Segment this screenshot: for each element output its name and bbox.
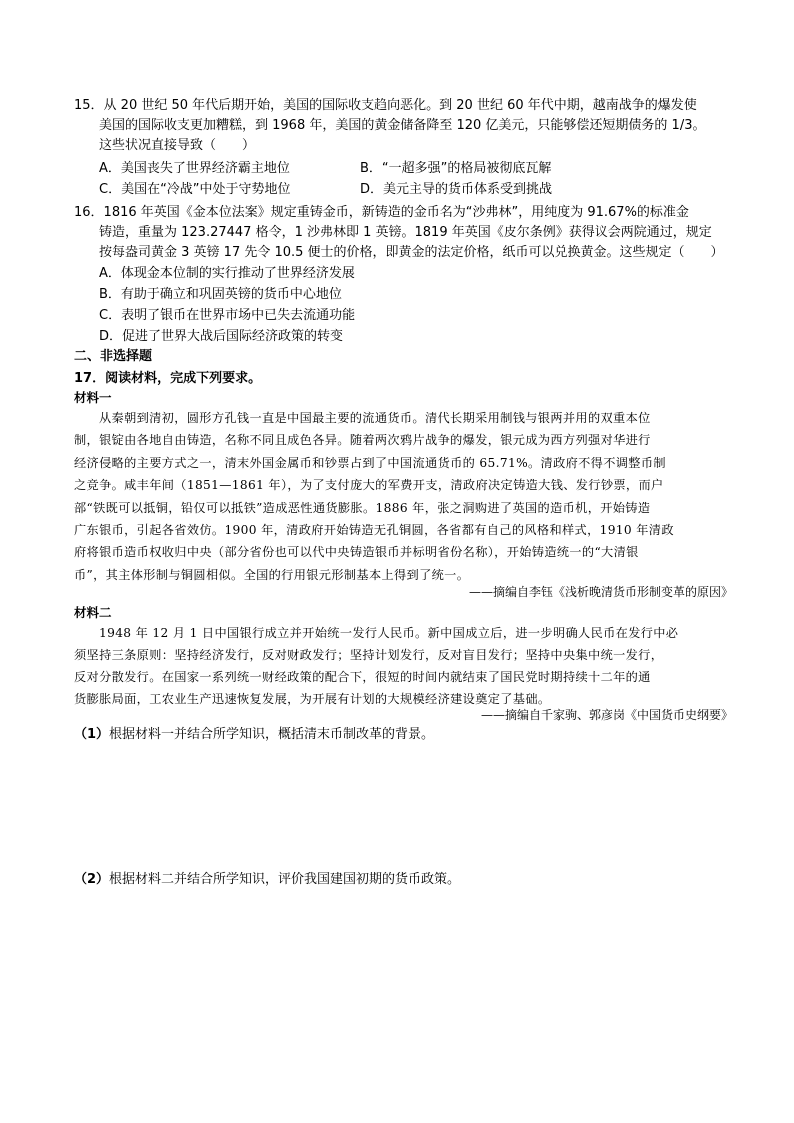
q16-line-3: 按每盎司黄金 3 英镑 17 先令 10.5 便士的价格，即黄金的法定价格，纸币可以兑换黄金。这些规定（ ） (99, 245, 724, 260)
q15-option-b[interactable]: B．“一超多强”的格局被彻底瓦解 (360, 161, 552, 176)
q15-line-2: 美国的国际收支更加糟糕，到 1968 年，美国的黄金储备降至 120 亿美元，只能够偿还短期债务的 1/3。 (99, 118, 706, 133)
q15-line-3: 这些状况直接导致（ ） (99, 138, 256, 153)
q17-sub-1 (74, 725, 434, 744)
material-1-line-5: 部“铁既可以抵铜，铅仅可以抵铁”造成恶性通货膨胀。1886 年，张之洞购进了英国的造币机，开始铸造 (74, 501, 651, 515)
q16-line-2: 铸造，重量为 123.27447 格令，1 沙弗林即 1 英镑。1819 年英国《皮尔条例》获得议会两院通过，规定 (99, 225, 712, 240)
q16-option-b[interactable]: B．有助于确立和巩固英镑的货币中心地位 (99, 287, 342, 302)
q15-option-a[interactable]: A．美国丧失了世界经济霸主地位 (99, 161, 290, 176)
q15-line-1: 15．从 20 世纪 50 年代后期开始，美国的国际收支趋向恶化。到 20 世纪 60 年代中期，越南战争的爆发使 (74, 98, 697, 113)
q17-sub-1-number: （1） (74, 727, 110, 742)
q16-line-1: 16．1816 年英国《金本位法案》规定重铸金币，新铸造的金币名为“沙弗林”，用纯度为 91.67%的标准金 (74, 205, 689, 220)
material-1-line-1: 从秦朝到清初，圆形方孔钱一直是中国最主要的流通货币。清代长期采用制钱与银两并用的双重本位 (99, 411, 651, 425)
section-title: 二、非选择题 (74, 349, 153, 364)
material-2-line-2: 须坚持三条原则：坚持经济发行，反对财政发行；坚持计划发行，反对盲目发行；坚持中央集中统一发行， (74, 648, 664, 662)
q15-option-c[interactable]: C．美国在“冷战”中处于守势地位 (99, 182, 291, 197)
material-2-line-4: 货膨胀局面，工农业生产迅速恢复发展，为开展有计划的大规模经济建设奠定了基础。 (74, 692, 551, 706)
material-1-line-8: 币”，其主体形制与铜圆相似。全国的行用银元形制基本上得到了统一。 (74, 568, 470, 582)
material-2-line-3: 反对分散发行。在国家一系列统一财经政策的配合下，很短的时间内就结束了国民党时期持续十二年的通 (74, 670, 651, 684)
q15-option-d[interactable]: D．美元主导的货币体系受到挑战 (360, 182, 553, 197)
q17-sub-2 (74, 870, 460, 889)
material-1-source: ——摘编自李钰《浅析晚清货币形制变革的原因》 (469, 585, 734, 599)
material-1-line-7: 府将银币造币权收归中央（部分省份也可以代中央铸造银币并标明省份名称），开始铸造统一的“大清银 (74, 545, 639, 559)
q16-option-d[interactable]: D．促进了世界大战后国际经济政策的转变 (99, 329, 344, 344)
material-2-line-1: 1948 年 12 月 1 日中国银行成立并开始统一发行人民币。新中国成立后，进一步明确人民币在发行中必 (99, 626, 679, 640)
q17-sub-2-text: 根据材料二并结合所学知识，评价我国建国初期的货币政策。 (109, 872, 461, 887)
q17-sub-1-text: 根据材料一并结合所学知识，概括清末币制改革的背景。 (109, 727, 435, 742)
material-1-line-2: 制，银锭由各地自由铸造，名称不同且成色各异。随着两次鸦片战争的爆发，银元成为西方列强对华进行 (74, 433, 651, 447)
material-1-line-6: 广东银币，引起各省效仿。1900 年，清政府开始铸造无孔铜圆，各省都有自己的风格和样式，1910 年清政 (74, 523, 674, 537)
material-1-label: 材料一 (74, 390, 112, 405)
material-2-source: ——摘编自千家驹、郭彦岗《中国货币史纲要》 (481, 708, 734, 722)
material-1-line-3: 经济侵略的主要方式之一，清末外国金属币和钞票占到了中国流通货币的 65.71%。清政府不得不调整币制 (74, 456, 666, 470)
q16-option-a[interactable]: A．体现金本位制的实行推动了世界经济发展 (99, 266, 355, 281)
q17-title: 17．阅读材料，完成下列要求。 (74, 371, 262, 386)
q16-option-c[interactable]: C．表明了银币在世界市场中已失去流通功能 (99, 308, 356, 323)
q17-sub-2-number: （2） (74, 872, 110, 887)
material-1-line-4: 之竞争。咸丰年间（1851—1861 年），为了支付庞大的军费开支，清政府决定铸造大钱、发行钞票，而户 (74, 478, 664, 492)
material-2-label: 材料二 (74, 605, 112, 620)
